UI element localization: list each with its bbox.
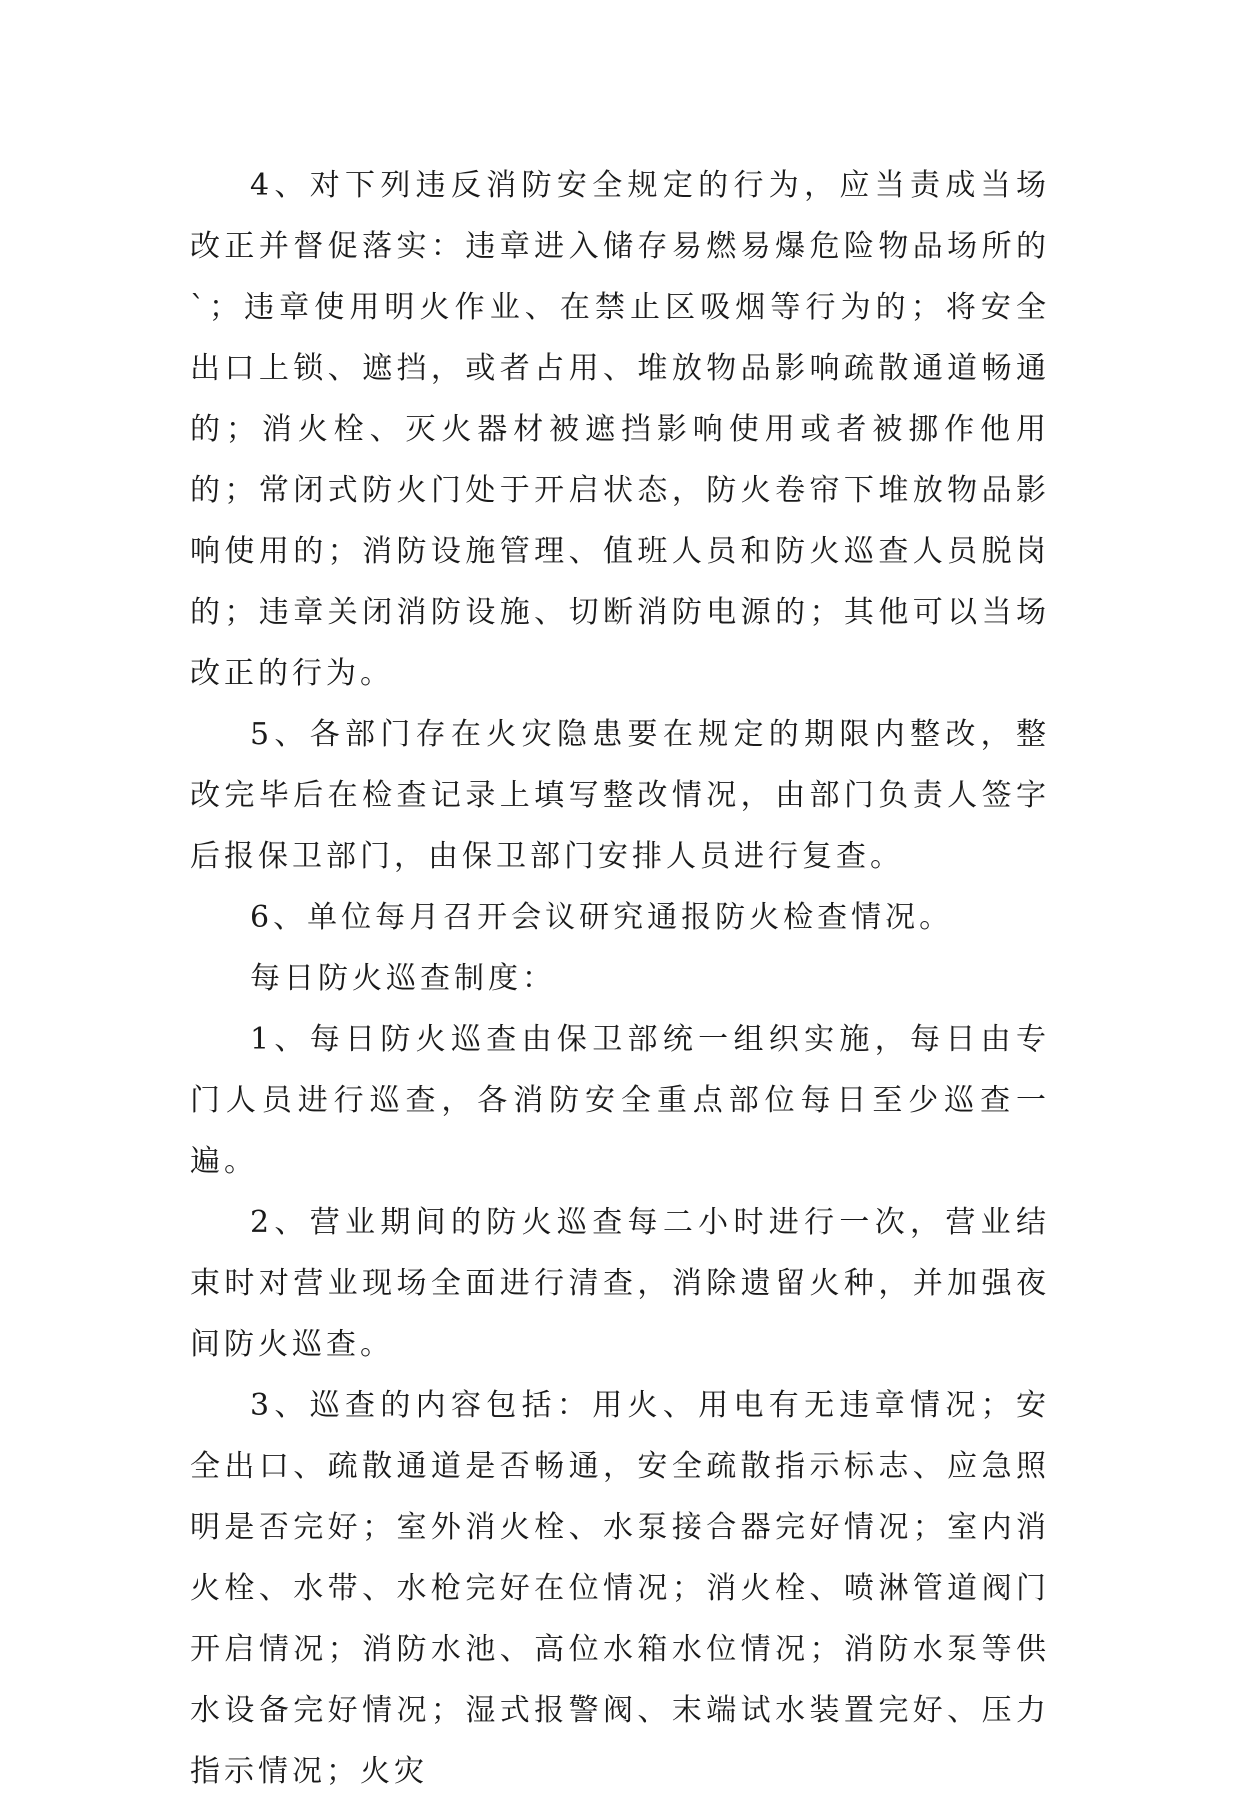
paragraph-item-6: 6、单位每月召开会议研究通报防火检查情况。 bbox=[250, 900, 954, 935]
paragraph-item-3: 3、巡查的内容包括：用火、用电有无违章情况；安全出口、疏散通道是否畅通，安全疏散指示标志、应急照明是否完好；室外消火栓、水泵接合器完好情况；室内消火栓、水带、水枪完好在位情况；消火栓、喷淋管道阀门开启情况；消防水池、高位水箱水位情况；消防水泵等供水设备完好情况；湿式报警阀、末端试水装置完好、压力指示情况；火灾 bbox=[190, 1388, 1050, 1789]
section-heading: 每日防火巡查制度： bbox=[250, 961, 556, 996]
paragraph-item-2: 2、营业期间的防火巡查每二小时进行一次，营业结束时对营业现场全面进行清查，消除遗留火种，并加强夜间防火巡查。 bbox=[190, 1205, 1050, 1362]
document-body bbox=[190, 155, 1050, 1802]
paragraph-item-4: 4、对下列违反消防安全规定的行为，应当责成当场改正并督促落实：违章进入储存易燃易爆危险物品场所的`；违章使用明火作业、在禁止区吸烟等行为的；将安全出口上锁、遮挡，或者占用、堆放物品影响疏散通道畅通的；消火栓、灭火器材被遮挡影响使用或者被挪作他用的；常闭式防火门处于开启状态，防火卷帘下堆放物品影响使用的；消防设施管理、值班人员和防火巡查人员脱岗的；违章关闭消防设施、切断消防电源的；其他可以当场改正的行为。 bbox=[190, 168, 1050, 691]
paragraph-item-1: 1、每日防火巡查由保卫部统一组织实施，每日由专门人员进行巡查，各消防安全重点部位每日至少巡查一遍。 bbox=[190, 1022, 1050, 1179]
paragraph-item-5: 5、各部门存在火灾隐患要在规定的期限内整改，整改完毕后在检查记录上填写整改情况，由部门负责人签字后报保卫部门，由保卫部门安排人员进行复查。 bbox=[190, 717, 1050, 874]
